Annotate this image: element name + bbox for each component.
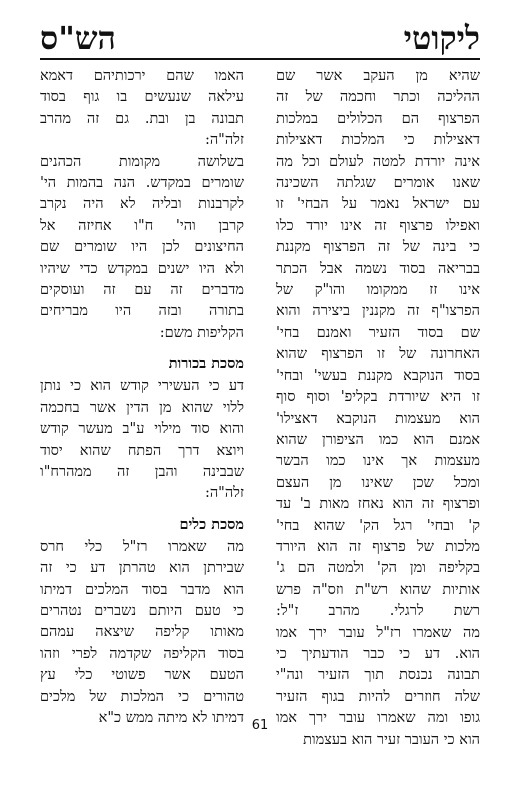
paragraph-bechorot	[40, 376, 244, 504]
text-line: בתורה ובזה היו מבריחים	[40, 303, 244, 320]
text-line: הוא מעצמות הנוקבא דאצילו'	[276, 410, 480, 427]
text-line: תבונה נכנסת תוך הזעיר ונה"י	[276, 667, 480, 684]
running-subtitle: הש"ס	[40, 19, 116, 57]
text-line: זלה"ה:	[204, 132, 244, 149]
text-line: שומרים במקדש. הנה בהמות הי'	[40, 175, 244, 192]
text-line: זו היא שיורדת בקליפ' וסוף סוף	[276, 389, 480, 406]
text-line: הוא. דע כי כבר הודעתיך כי	[276, 645, 480, 662]
text-line: מעצמות אך אינו כמו הבשר	[276, 453, 480, 470]
text-line: הוא מדבר בסוד המלכים דמיתו	[40, 581, 244, 598]
text-line: הקליפות משם:	[159, 324, 244, 341]
text-line: בקליפה ומן הק' ולמטה הם ג'	[276, 560, 480, 577]
text-line: מאותו קליפה שיצאה עמהם	[40, 624, 244, 641]
text-line: דע כי העשירי קודש הוא כי נותן	[40, 378, 244, 395]
text-line: דאצילות כי המלכות דאצילות	[276, 132, 480, 149]
page-number: 61	[251, 718, 269, 733]
section-heading-bechorot: מסכת בכורות	[168, 355, 244, 373]
text-line: ופרצוף זה הוא נאחז מאות ב' עד	[276, 496, 480, 513]
text-line: החיצונים לכן היו שומרים שם	[40, 239, 244, 256]
text-line: מה שאמרו רז"ל כלי חרס	[40, 538, 244, 555]
section-heading-kelim: מסכת כלים	[179, 515, 244, 533]
text-line: בסוד הנוקבא מקננת בעשי' ובחי'	[276, 367, 480, 384]
text-line: כי טעם היותם נשברים נטהרים	[40, 602, 244, 619]
text-line: כי בינה של זה הפרצוף מקננת	[276, 239, 480, 256]
text-line: שם בסוד הזעיר ואמנם בחי'	[276, 324, 480, 341]
text-line: ויוצא דרך הפתח שהוא יסוד	[40, 442, 244, 459]
page-header	[40, 18, 480, 60]
right-column	[276, 66, 480, 748]
text-line: האמו שהם ירכותיהם דאמא	[40, 68, 244, 84]
text-line: מלכות של פרצוף זה הוא היורד	[276, 538, 480, 555]
text-line: האחרונה של זו הפרצוף שהוא	[276, 346, 480, 363]
text-line: רשת לרגלי. מהרב ז"ל:	[276, 603, 480, 620]
running-title: ליקוטי	[403, 19, 480, 57]
text-line: תבונה בן ובת. גם זה מהרב	[40, 110, 244, 127]
text-line: אמנם הוא כמו הציפורן שהוא	[276, 431, 480, 448]
text-line: שאנו אומרים שגלתה השכינה	[276, 175, 480, 192]
text-line: ולא היו ישנים במקדש כדי שיהיו	[40, 260, 244, 277]
text-line: ההליכה וכתר וחכמה של זה	[276, 89, 480, 106]
text-line: ק' ובחי' רגל הק' שהוא בחי'	[276, 517, 480, 534]
text-line: זלה"ה:	[204, 485, 244, 502]
text-line: והוא סוד מילוי ע"ב מעשר קודש	[40, 421, 244, 438]
text-line: ללוי שהוא מן הדין אשר בחכמה	[40, 399, 244, 416]
text-line: טהורים כי המלכות של מלכים	[40, 688, 244, 705]
text-line: הפרצוף הם הכלולים במלכות	[276, 110, 480, 127]
text-line: בשלושה מקומות הכהנים	[40, 153, 244, 170]
right-column-text	[276, 66, 480, 751]
text-line: שלה חוזרים להיות בגוף הזעיר	[276, 688, 480, 705]
text-line: בסוד הקליפה שקדמה לפרי וזהו	[40, 645, 244, 662]
text-line: קרבן והי' ח"ו אחיזה אל	[40, 217, 244, 234]
text-line: ואפילו פרצוף זה אינו יורד כלו	[276, 217, 480, 234]
text-line: עם ישראל נאמר על הבחי' זו	[276, 196, 480, 213]
text-line: הטעם אשר פשוטי כלי עץ	[40, 667, 244, 684]
text-line: ומכל שכן שאינו מן העצם	[276, 474, 480, 491]
text-line: שבבינה והבן זה ממהרח"ו	[40, 463, 244, 480]
text-line: דמיתו לא מיתה ממש כ"א	[98, 709, 244, 726]
text-line: שהיא מן העקב אשר שם	[276, 68, 480, 84]
paragraph-kelim	[40, 537, 244, 730]
text-line: אינה יורדת למטה לעולם וכל מה	[276, 153, 480, 170]
left-column	[40, 66, 244, 726]
text-line: מדברים זה עם זה ועוסקים	[40, 282, 244, 299]
text-line: הוא כי העובר זעיר הוא בעצמות	[303, 731, 480, 748]
text-line: גופו ומה שאמרו עובר ירך אמו	[276, 710, 480, 727]
text-line: מה שאמרו רז"ל עובר ירך אמו	[276, 624, 480, 641]
text-line: שבירתן הוא טהרתן דע כי זה	[40, 560, 244, 577]
text-line: עילאה שנעשים בו גוף בסוד	[40, 89, 244, 106]
text-line: אותיות שהוא רש"ת וזס"ה פרש	[276, 581, 480, 598]
text-line: הפרצו"ף זה מקננין ביצירה והוא	[276, 303, 480, 320]
paragraph-shomrim	[40, 66, 244, 344]
text-line: לקרבנות ובליה לא היה נקרב	[40, 196, 244, 213]
text-line: אינו זז ממקומו והו"ק של	[276, 282, 480, 299]
text-line: בבריאה בסוד נשמה אבל הכתר	[276, 260, 480, 277]
